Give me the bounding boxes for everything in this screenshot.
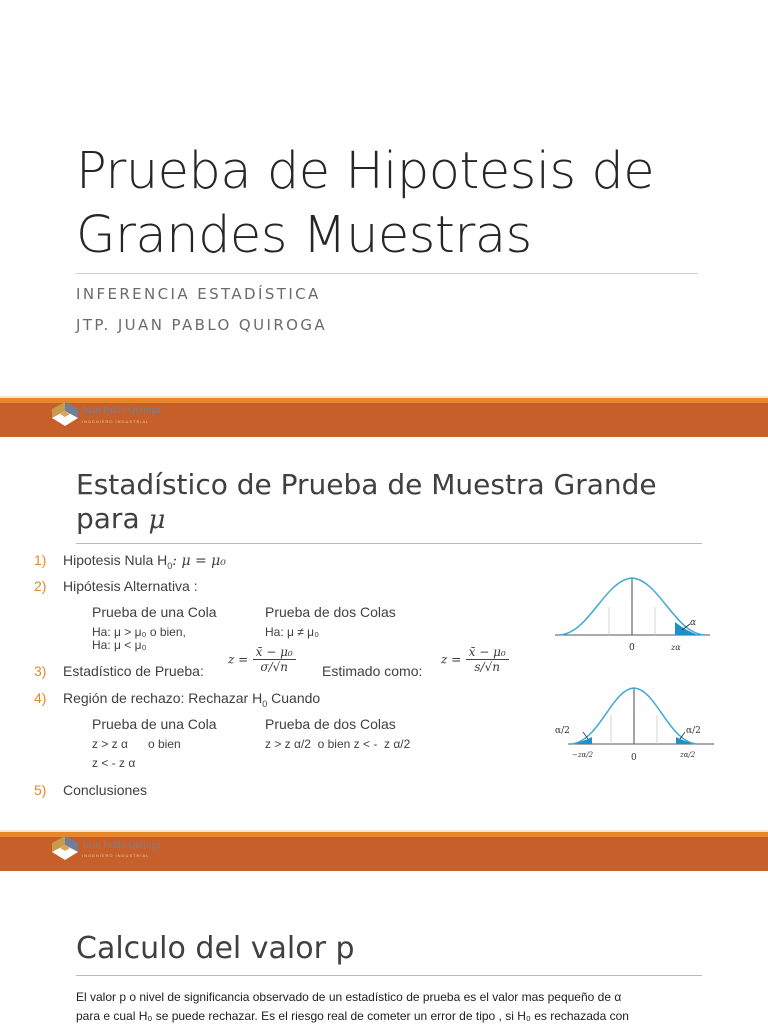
heading-divider — [76, 543, 702, 544]
z-alpha-label: zα — [671, 643, 681, 652]
estimated-label: Estimado como: — [322, 663, 423, 679]
formula-numerator: x̄ − μ₀ — [253, 645, 296, 660]
logo-name-2: Juan Pablo Quiroga — [82, 840, 161, 851]
zero-label: 0 — [629, 643, 635, 653]
subscript: 0 — [262, 698, 268, 709]
rej-two-tail-header: Prueba de dos Colas — [265, 716, 396, 732]
heading-line-1: Estadístico de Prueba de Muestra Grande — [76, 468, 657, 501]
neg-z-label: −zα/2 — [572, 751, 594, 759]
z-formula-sigma — [228, 645, 296, 674]
item-text: Hipótesis Alternativa : — [63, 578, 198, 594]
z-formula-s — [441, 645, 509, 674]
heading-line-2: para — [76, 502, 149, 535]
title-line-2: Grandes Muestras — [76, 206, 532, 265]
formula-denominator: s/√n — [474, 660, 500, 674]
list-number: 1) — [34, 552, 47, 568]
alt-one-tail-line2: Ha: μ < μ₀ — [92, 638, 147, 652]
alt-two-tail-header: Prueba de dos Colas — [265, 604, 396, 620]
logo-cube-icon-2 — [52, 836, 78, 864]
list-number: 2) — [34, 578, 47, 594]
footer-banner-2 — [0, 832, 768, 871]
slide2-heading — [76, 468, 657, 537]
subtitle-course: INFERENCIA ESTADÍSTICA — [76, 285, 321, 303]
item-math: : μ = μ₀ — [172, 553, 226, 569]
rej-one-tail-line2: z < - z α — [92, 756, 136, 770]
list-item-4 — [34, 690, 320, 709]
alt-one-tail-header: Prueba de una Cola — [92, 604, 217, 620]
title-divider — [76, 273, 698, 274]
item-text: Estadístico de Prueba: — [63, 663, 204, 679]
item-tail: Cuando — [267, 690, 321, 706]
z-equals: z = — [228, 652, 249, 667]
one-tail-normal-curve — [550, 572, 720, 656]
two-tail-normal-curve — [550, 680, 725, 764]
list-number: 4) — [34, 690, 47, 706]
logo-tagline: INGENIERO INDUSTRIAL — [82, 419, 150, 424]
title-line-1: Prueba de Hipotesis de — [76, 142, 655, 201]
formula-numerator: x̄ − μ₀ — [466, 645, 509, 660]
alpha-label: α — [690, 618, 697, 628]
list-number: 3) — [34, 663, 47, 679]
slide-title — [76, 140, 654, 268]
slide3-divider — [76, 975, 702, 976]
list-number: 5) — [34, 782, 47, 798]
zero-label: 0 — [631, 753, 637, 763]
slide3-heading: Calculo del valor p — [76, 931, 355, 966]
item-text: Conclusiones — [63, 782, 148, 798]
mu-symbol: μ — [148, 505, 166, 535]
logo-cube-icon — [52, 402, 78, 430]
logo-name: Juan Pablo Quiroga — [82, 405, 161, 416]
item-text: Hipotesis Nula H — [63, 552, 168, 568]
z-label: zα/2 — [680, 751, 696, 759]
item-text: Región de rechazo: Rechazar H — [63, 690, 263, 706]
rej-two-tail-line1: z > z α/2 o bien z < - z α/2 — [265, 737, 411, 751]
list-item-2 — [34, 578, 198, 594]
paragraph-line-2: para e cual H₀ se puede rechazar. Es el riesgo real de cometer un error de tipo , si H₀ es rechazada con — [76, 1009, 629, 1023]
footer-banner — [0, 398, 768, 437]
subtitle-author: JTP. JUAN PABLO QUIROGA — [76, 316, 328, 334]
left-alpha-half-label: α/2 — [555, 726, 570, 736]
list-item-3 — [34, 663, 204, 679]
logo-tagline-2: INGENIERO INDUSTRIAL — [82, 853, 150, 858]
rej-one-tail-header: Prueba de una Cola — [92, 716, 217, 732]
subscript: 0 — [167, 560, 173, 571]
list-item-1 — [34, 552, 226, 571]
rej-one-tail-line1: z > z α o bien — [92, 737, 181, 751]
alt-two-tail-line1: Ha: μ ≠ μ₀ — [265, 625, 320, 639]
formula-denominator: σ/√n — [260, 660, 288, 674]
alt-one-tail-line1: Ha: μ > μ₀ o bien, — [92, 625, 186, 639]
pvalue-paragraph — [76, 988, 696, 1026]
right-alpha-half-label: α/2 — [686, 726, 701, 736]
z-equals: z = — [441, 652, 462, 667]
paragraph-line-1: El valor p o nivel de significancia observado de un estadístico de prueba es el valor mas pequeño de α — [76, 990, 622, 1004]
list-item-5 — [34, 782, 147, 798]
